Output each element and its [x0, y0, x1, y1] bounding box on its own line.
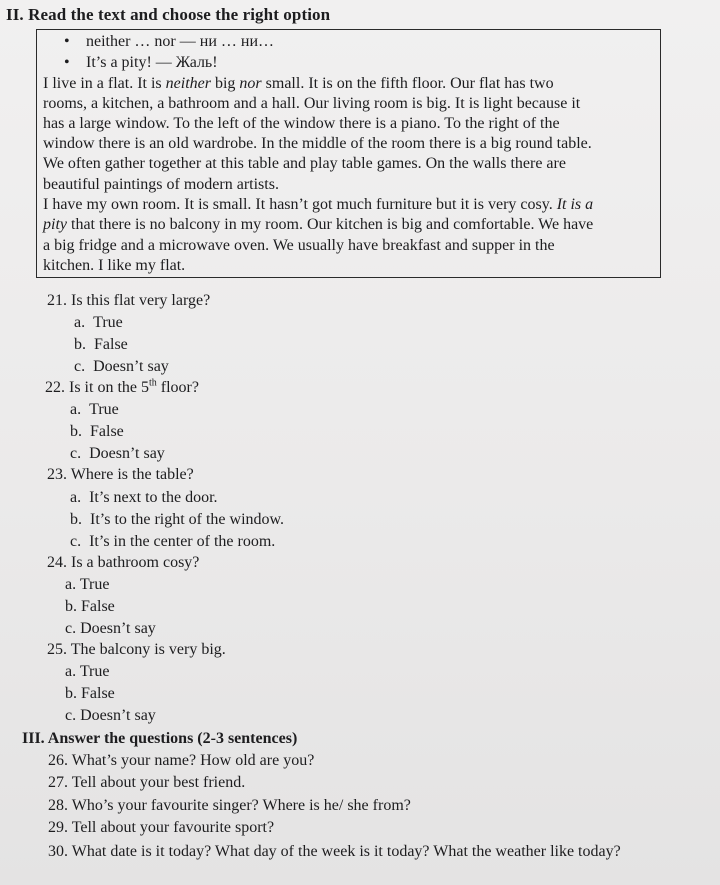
option-24c: c. Doesn’t say [65, 620, 156, 637]
option-22b: b. False [70, 423, 124, 440]
vocab-item [64, 53, 218, 73]
passage-line: I live in a flat. It is neither big nor small. It is on the fifth floor. Our flat has two [43, 75, 554, 92]
passage-line: has a large window. To the left of the window there is a piano. To the right of the [43, 115, 560, 132]
question-22: 22. Is it on the 5th floor? [45, 377, 199, 396]
option-22a: a. True [70, 401, 119, 418]
question-25: 25. The balcony is very big. [47, 641, 226, 658]
option-24b: b. False [65, 598, 115, 615]
passage-line: a big fridge and a microwave oven. We usually have breakfast and supper in the [43, 237, 555, 254]
question-21: 21. Is this flat very large? [47, 292, 211, 309]
option-24a: a. True [65, 576, 110, 593]
option-25b: b. False [65, 685, 115, 702]
passage-line: beautiful paintings of modern artists. [43, 176, 279, 193]
question-23: 23. Where is the table? [47, 466, 194, 483]
option-21a: a. True [74, 314, 123, 331]
vocab-term: It’s a pity! — Жаль! [86, 54, 218, 71]
option-23a: a. It’s next to the door. [70, 489, 218, 506]
question-30: 30. What date is it today? What day of the week is it today? What the weather like today? [48, 843, 621, 860]
passage-line: pity that there is no balcony in my room. Our kitchen is big and comfortable. We have [43, 216, 594, 233]
vocab-item [64, 32, 274, 52]
option-25a: a. True [65, 663, 110, 680]
vocab-term: neither … nor — ни … ни… [86, 33, 274, 50]
option-23c: c. It’s in the center of the room. [70, 533, 276, 550]
section-2-title: II. Read the text and choose the right option [6, 5, 331, 24]
question-28: 28. Who’s your favourite singer? Where is he/ she from? [48, 797, 411, 814]
bullet-icon: • [64, 33, 70, 50]
option-21c: c. Doesn’t say [74, 358, 169, 375]
passage-line: kitchen. I like my flat. [43, 257, 186, 274]
section-3-title: III. Answer the questions (2-3 sentences) [22, 730, 298, 747]
question-26: 26. What’s your name? How old are you? [48, 752, 315, 769]
question-24: 24. Is a bathroom cosy? [47, 554, 200, 571]
option-23b: b. It’s to the right of the window. [70, 511, 285, 528]
passage-line: window there is an old wardrobe. In the middle of the room there is a big round table. [43, 135, 592, 152]
option-25c: c. Doesn’t say [65, 707, 156, 724]
bullet-icon: • [64, 54, 70, 71]
passage-line: rooms, a kitchen, a bathroom and a hall. Our living room is big. It is light because it [43, 95, 581, 112]
passage-line: I have my own room. It is small. It hasn’t got much furniture but it is very cosy. It is a [43, 196, 594, 213]
question-29: 29. Tell about your favourite sport? [48, 819, 275, 836]
option-21b: b. False [74, 336, 128, 353]
question-27: 27. Tell about your best friend. [48, 774, 246, 791]
option-22c: c. Doesn’t say [70, 445, 165, 462]
passage-line: We often gather together at this table and play table games. On the walls there are [43, 155, 566, 172]
